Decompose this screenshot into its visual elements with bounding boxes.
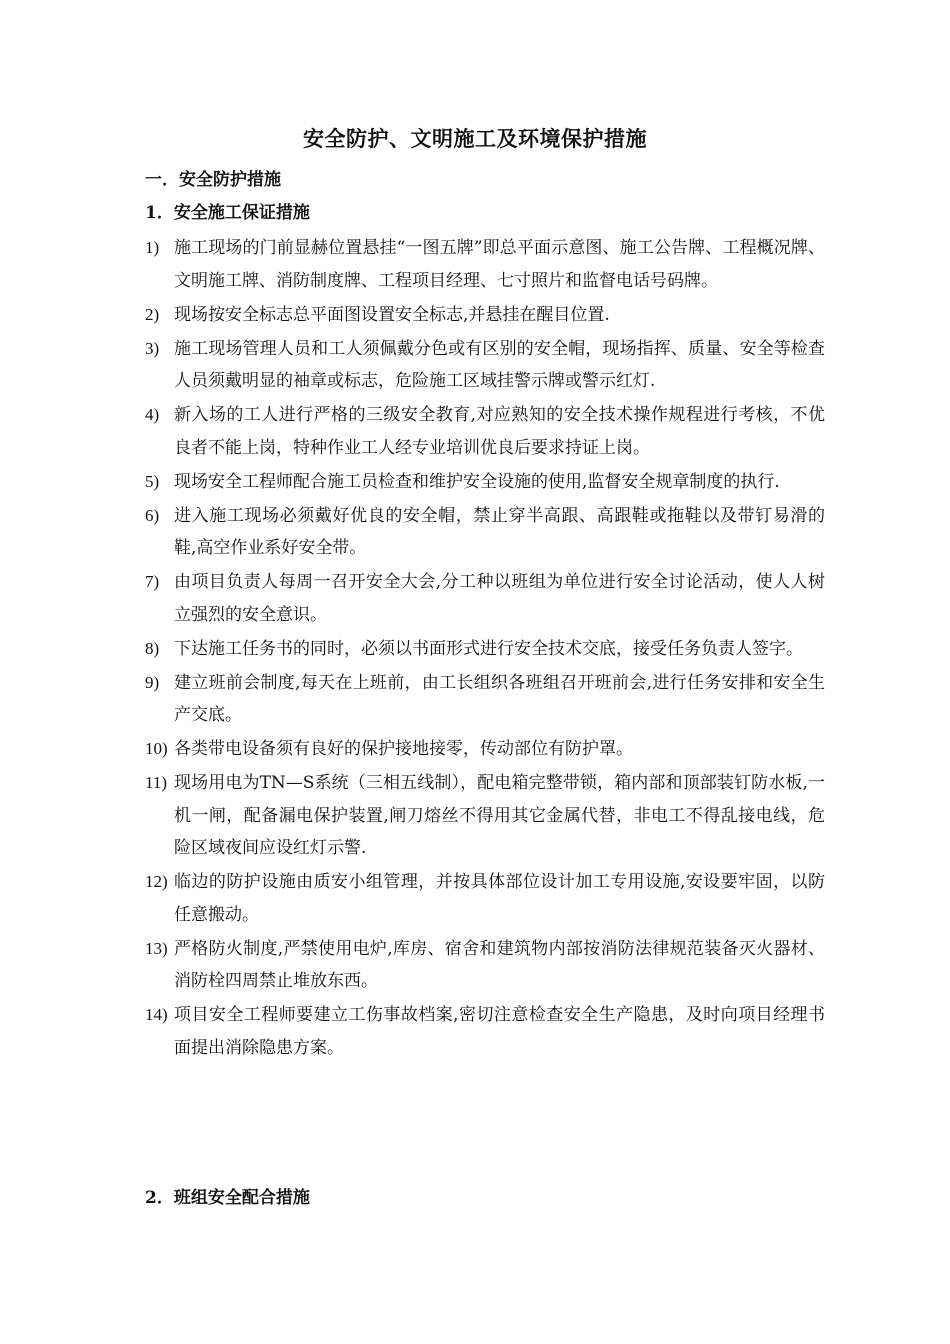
list-item xyxy=(145,399,825,464)
list-item-number: 13) xyxy=(145,938,168,958)
list-item-text: 各类带电设备须有良好的保护接地接零，传动部位有防护罩。 xyxy=(174,739,633,759)
list-item xyxy=(145,566,825,631)
list-item xyxy=(145,299,825,332)
list-item xyxy=(145,667,825,732)
list-item-text: 施工现场管理人员和工人须佩戴分色或有区别的安全帽，现场指挥、质量、安全等检查人员须戴明显的袖章或标志，危险施工区域挂警示牌或警示红灯. xyxy=(174,338,825,391)
list-item-text: 现场用电为TN—S系统（三相五线制），配电箱完整带锁，箱内部和顶部装钉防水板,一机一闸，配备漏电保护装置,闸刀熔丝不得用其它金属代替，非电工不得乱接电线，危险区域夜间应设红灯示警. xyxy=(174,773,825,858)
list-item-number: 11) xyxy=(145,773,168,792)
list-item-number: 5) xyxy=(145,471,160,491)
list-item-number: 2) xyxy=(145,304,160,324)
list-item-number: 9) xyxy=(145,672,160,692)
section-heading-safety-protection: 一．安全防护措施 xyxy=(145,170,281,190)
document-title: 安全防护、文明施工及环境保护措施 xyxy=(303,126,647,151)
list-item xyxy=(145,767,825,865)
list-item xyxy=(145,866,825,931)
list-item-number: 4) xyxy=(145,405,160,424)
list-item-text: 现场安全工程师配合施工员检查和维护安全设施的使用,监督安全规章制度的执行. xyxy=(174,471,780,492)
list-item-number: 8) xyxy=(145,638,160,658)
list-item-number: 7) xyxy=(145,572,160,591)
list-item xyxy=(145,333,825,398)
numbered-list xyxy=(145,232,825,1066)
list-item-number: 1) xyxy=(145,238,160,257)
list-item-number: 14) xyxy=(145,1005,168,1024)
list-item-text: 临边的防护设施由质安小组管理，并按具体部位设计加工专用设施,安设要牢固，以防任意搬动。 xyxy=(174,872,825,925)
list-item xyxy=(145,500,825,565)
list-item-text: 严格防火制度,严禁使用电炉,库房、宿舍和建筑物内部按消防法律规范装备灭火器材、消防栓四周禁止堆放东西。 xyxy=(174,938,825,991)
list-item-text: 下达施工任务书的同时，必须以书面形式进行安全技术交底，接受任务负责人签字。 xyxy=(174,638,803,659)
list-item-text: 施工现场的门前显赫位置悬挂“一图五牌”即总平面示意图、施工公告牌、工程概况牌、文明施工牌、消防制度牌、工程项目经理、七寸照片和监督电话号码牌。 xyxy=(174,238,825,291)
list-item xyxy=(145,232,825,297)
list-item-text: 进入施工现场必须戴好优良的安全帽，禁止穿半高跟、高跟鞋或拖鞋以及带钉易滑的鞋,高空作业系好安全带。 xyxy=(174,505,825,558)
list-item xyxy=(145,466,825,499)
list-item-number: 10) xyxy=(145,739,168,758)
list-item-number: 12) xyxy=(145,872,168,891)
list-item-text: 项目安全工程师要建立工伤事故档案,密切注意检查安全生产隐患，及时向项目经理书面提出消除隐患方案。 xyxy=(174,1005,825,1058)
list-item-number: 3) xyxy=(145,338,160,358)
list-item xyxy=(145,933,825,998)
subsection-heading-safety-guarantee: 1．安全施工保证措施 xyxy=(145,203,310,223)
list-item xyxy=(145,733,825,766)
list-item xyxy=(145,633,825,666)
list-item-text: 由项目负责人每周一召开安全大会,分工种以班组为单位进行安全讨论活动，使人人树立强烈的安全意识。 xyxy=(174,572,825,625)
list-item xyxy=(145,999,825,1064)
list-item-text: 新入场的工人进行严格的三级安全教育,对应熟知的安全技术操作规程进行考核，不优良者不能上岗，特种作业工人经专业培训优良后要求持证上岗。 xyxy=(174,405,825,458)
list-item-text: 建立班前会制度,每天在上班前，由工长组织各班组召开班前会,进行任务安排和安全生产交底。 xyxy=(174,672,825,725)
list-item-number: 6) xyxy=(145,505,160,525)
list-item-text: 现场按安全标志总平面图设置安全标志,并悬挂在醒目位置. xyxy=(174,304,610,325)
subsection-heading-team-safety: 2．班组安全配合措施 xyxy=(145,1188,310,1208)
